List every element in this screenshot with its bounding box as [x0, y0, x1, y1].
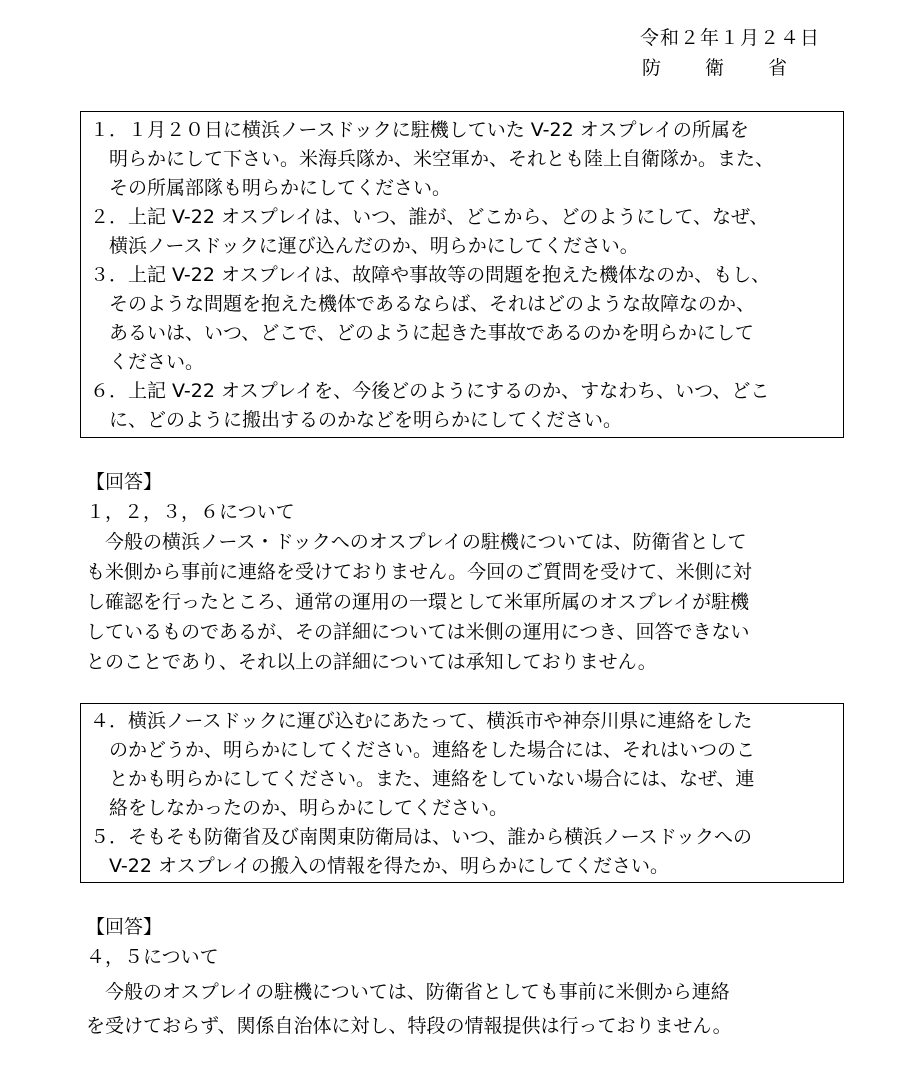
question-box-2-line: のかどうか、明らかにしてください。連絡をした場合には、それはいつのこ [90, 739, 756, 761]
question-box-1-line: ２．上記 V-22 オスプレイは、いつ、誰が、どこから、どのようにして、なぜ、 [90, 206, 769, 228]
question-box-2-line: ５．そもそも防衛省及び南関東防衛局は、いつ、誰から横浜ノースドックへの [90, 826, 752, 848]
question-box-1-line: あるいは、いつ、どこで、どのように起きた事故であるのかを明らかにして [90, 322, 754, 344]
answer-2-subheading: ４，５について [86, 946, 219, 968]
answer-2-line: を受けておらず、関係自治体に対し、特段の情報提供は行っておりません。 [86, 1015, 732, 1037]
answer-2-heading: 【回答】 [86, 916, 163, 938]
question-box-2-line: ４．横浜ノースドックに運び込むにあたって、横浜市や神奈川県に連絡をした [90, 710, 753, 732]
answer-1-subheading: １，２，３，６について [86, 501, 295, 523]
question-box-1-line: ３．上記 V-22 オスプレイは、故障や事故等の問題を抱えた機体なのか、もし、 [90, 264, 771, 286]
question-box-1-line: ６．上記 V-22 オスプレイを、今後どのようにするのか、すなわち、いつ、どこ [90, 380, 770, 402]
question-box-1-line: ください。 [90, 351, 205, 373]
question-box-1-line: 横浜ノースドックに運び込んだのか、明らかにしてください。 [90, 235, 639, 257]
answer-1-line: も米側から事前に連絡を受けておりません。今回のご質問を受けて、米側に対 [86, 561, 752, 583]
answer-1-line: とのことであり、それ以上の詳細については承知しておりません。 [86, 651, 657, 673]
question-box-1-line: そのような問題を抱えた機体であるならば、それはどのような故障なのか、 [90, 293, 756, 315]
answer-1-line: し確認を行ったところ、通常の運用の一環として米軍所属のオスプレイが駐機 [86, 591, 750, 613]
question-box-2-line: とかも明らかにしてください。また、連絡をしていない場合には、なぜ、連 [90, 768, 755, 790]
header-organization: 防 衛 省 [642, 57, 790, 79]
answer-2-line: 今般のオスプレイの駐機については、防衛省としても事前に米側から連絡 [86, 981, 730, 1003]
answer-1-line: 今般の横浜ノース・ドックへのオスプレイの駐機については、防衛省として [86, 531, 747, 553]
answer-1-heading: 【回答】 [86, 471, 163, 493]
question-box-1-line: 明らかにして下さい。米海兵隊か、米空軍か、それとも陸上自衛隊か。また、 [90, 148, 775, 170]
header-date: 令和２年１月２４日 [640, 27, 821, 49]
question-box-1-line: その所属部隊も明らかにしてください。 [90, 177, 452, 199]
question-box-1-line: に、どのように搬出するのかなどを明らかにしてください。 [90, 409, 623, 431]
question-box-2-line: V-22 オスプレイの搬入の情報を得たか、明らかにしてください。 [90, 855, 670, 877]
question-box-2-line: 絡をしなかったのか、明らかにしてください。 [90, 797, 509, 819]
question-box-1-line: １．１月２０日に横浜ノースドックに駐機していた V-22 オスプレイの所属を [90, 119, 749, 141]
answer-1-line: しているものであるが、その詳細については米側の運用につき、回答できない [86, 621, 750, 643]
